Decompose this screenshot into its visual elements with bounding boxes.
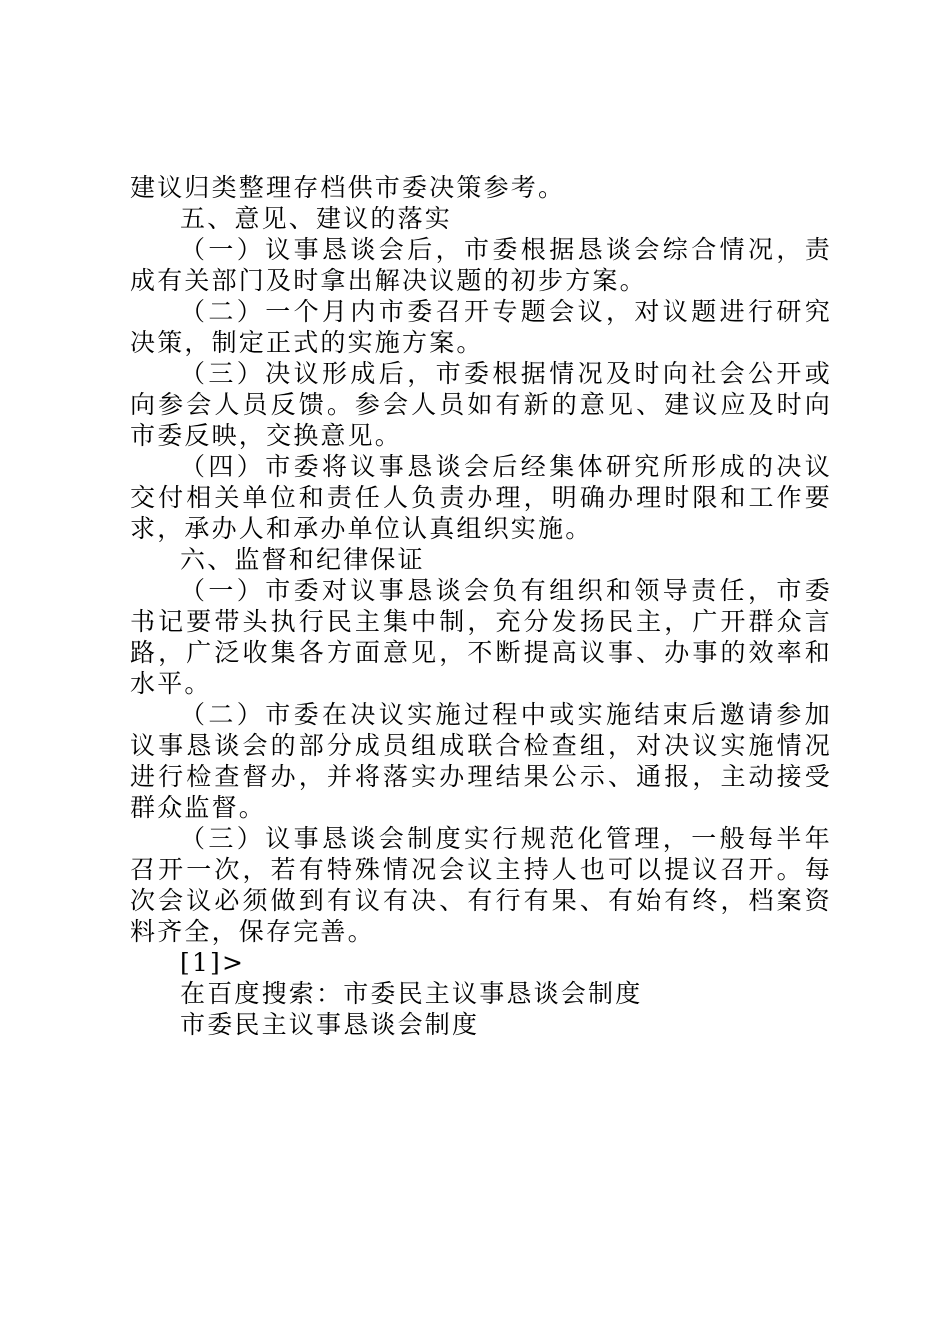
footnote-reference: [1]> (180, 948, 246, 977)
paragraph: （一）议事恳谈会后，市委根据恳谈会综合情况，责成有关部门及时拿出解决议题的初步方案。 (130, 235, 832, 295)
paragraph: （四）市委将议事恳谈会后经集体研究所形成的决议交付相关单位和责任人负责办理，明确办理时限和工作要求，承办人和承办单位认真组织实施。 (130, 452, 832, 543)
document-body (130, 172, 832, 1040)
search-hint-line: 在百度搜索：市委民主议事恳谈会制度 (180, 979, 643, 1008)
paragraph-continuation: 建议归类整理存档供市委决策参考。 (130, 173, 566, 202)
paragraph: （二）一个月内市委召开专题会议，对议题进行研究决策，制定正式的实施方案。 (130, 297, 832, 357)
section-heading-6: 六、监督和纪律保证 (180, 545, 425, 574)
paragraph: （三）决议形成后，市委根据情况及时向社会公开或向参会人员反馈。参会人员如有新的意见、建议应及时向市委反映，交换意见。 (130, 359, 832, 450)
paragraph: （一）市委对议事恳谈会负有组织和领导责任，市委书记要带头执行民主集中制，充分发扬民主，广开群众言路，广泛收集各方面意见，不断提高议事、办事的效率和水平。 (130, 576, 832, 698)
document-title-line: 市委民主议事恳谈会制度 (180, 1010, 480, 1039)
paragraph: （二）市委在决议实施过程中或实施结束后邀请参加议事恳谈会的部分成员组成联合检查组，对决议实施情况进行检查督办，并将落实办理结果公示、通报，主动接受群众监督。 (130, 700, 832, 822)
paragraph: （三）议事恳谈会制度实行规范化管理，一般每半年召开一次，若有特殊情况会议主持人也可以提议召开。每次会议必须做到有议有决、有行有果、有始有终，档案资料齐全，保存完善。 (130, 824, 832, 946)
section-heading-5: 五、意见、建议的落实 (180, 204, 453, 233)
